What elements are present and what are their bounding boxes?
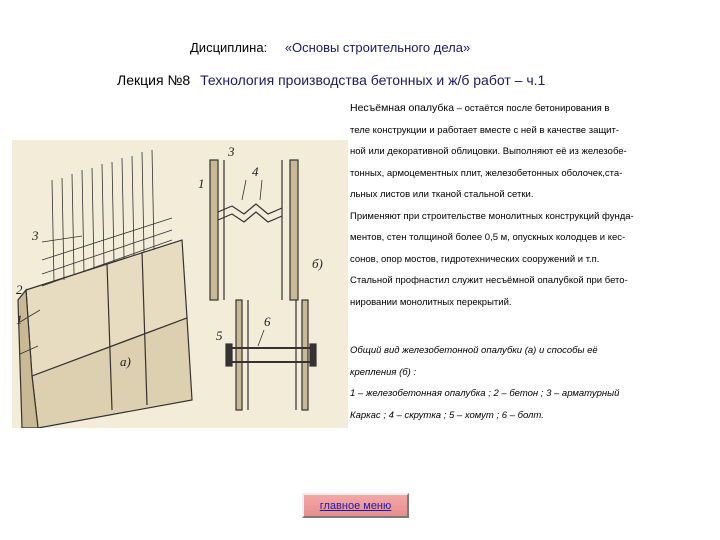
label-5: 5 [216,328,223,343]
paragraph-line: льных листов или тканой стальной сетки. [350,189,534,200]
label-4: 4 [252,164,259,179]
label-1: 1 [16,312,23,327]
formwork-figure [12,140,348,428]
label-1-detail: 1 [198,176,205,191]
term-nonremovable-formwork: Несъёмная опалубка [350,102,455,114]
caption-line: Каркас ; 4 – скрутка ; 5 – хомут ; 6 – болт. [350,409,544,421]
lecture-line [117,72,545,88]
discipline-line [190,40,470,55]
label-3-detail: 3 [228,144,235,159]
caption-line: крепления (б) : [350,366,417,378]
paragraph-line: Применяют при строительстве монолитных конструкций фунда- [350,210,634,222]
description-text [350,98,690,313]
paragraph-line: тонных, армоцементных плит, железобетонных оболочек,ста- [350,167,623,179]
paragraph-line: – остаётся после бетонирования в [454,103,610,114]
figure-caption [350,340,690,426]
paragraph-line: ментов, стен толщиной более 0,5 м, опускных колодцев и кес- [350,232,626,243]
paragraph-line: Стальной профнастил служит несъёмной опалубкой при бето- [350,275,628,286]
main-menu-link[interactable]: главное меню [319,499,392,512]
caption-line: 1 – железобетонная опалубка ; 2 – бетон ; 3 – арматурный [350,388,620,399]
discipline-value: «Основы строительного дела» [284,40,471,55]
label-a: а) [120,354,131,369]
paragraph-line: сонов, опор мостов, гидротехнических сооружений и т.п. [350,253,600,265]
paragraph-line: теле конструкции и работает вместе с ней в качестве защит- [350,124,620,136]
paragraph-line: нировании монолитных перекрытий. [350,296,512,308]
caption-line: Общий вид железобетонной опалубки (а) и способы её [350,345,598,356]
label-3: 3 [32,228,39,243]
label-b: б) [312,256,323,271]
lecture-label: Лекция №8 [117,72,191,88]
paragraph-line: ной или декоративной облицовки. Выполняют её из железобе- [350,146,627,157]
label-2: 2 [16,282,23,297]
main-menu-button[interactable] [302,493,409,518]
lecture-title: Технология производства бетонных и ж/б работ – ч.1 [200,72,546,88]
discipline-label: Дисциплина: [190,40,268,55]
label-6: 6 [264,314,271,329]
